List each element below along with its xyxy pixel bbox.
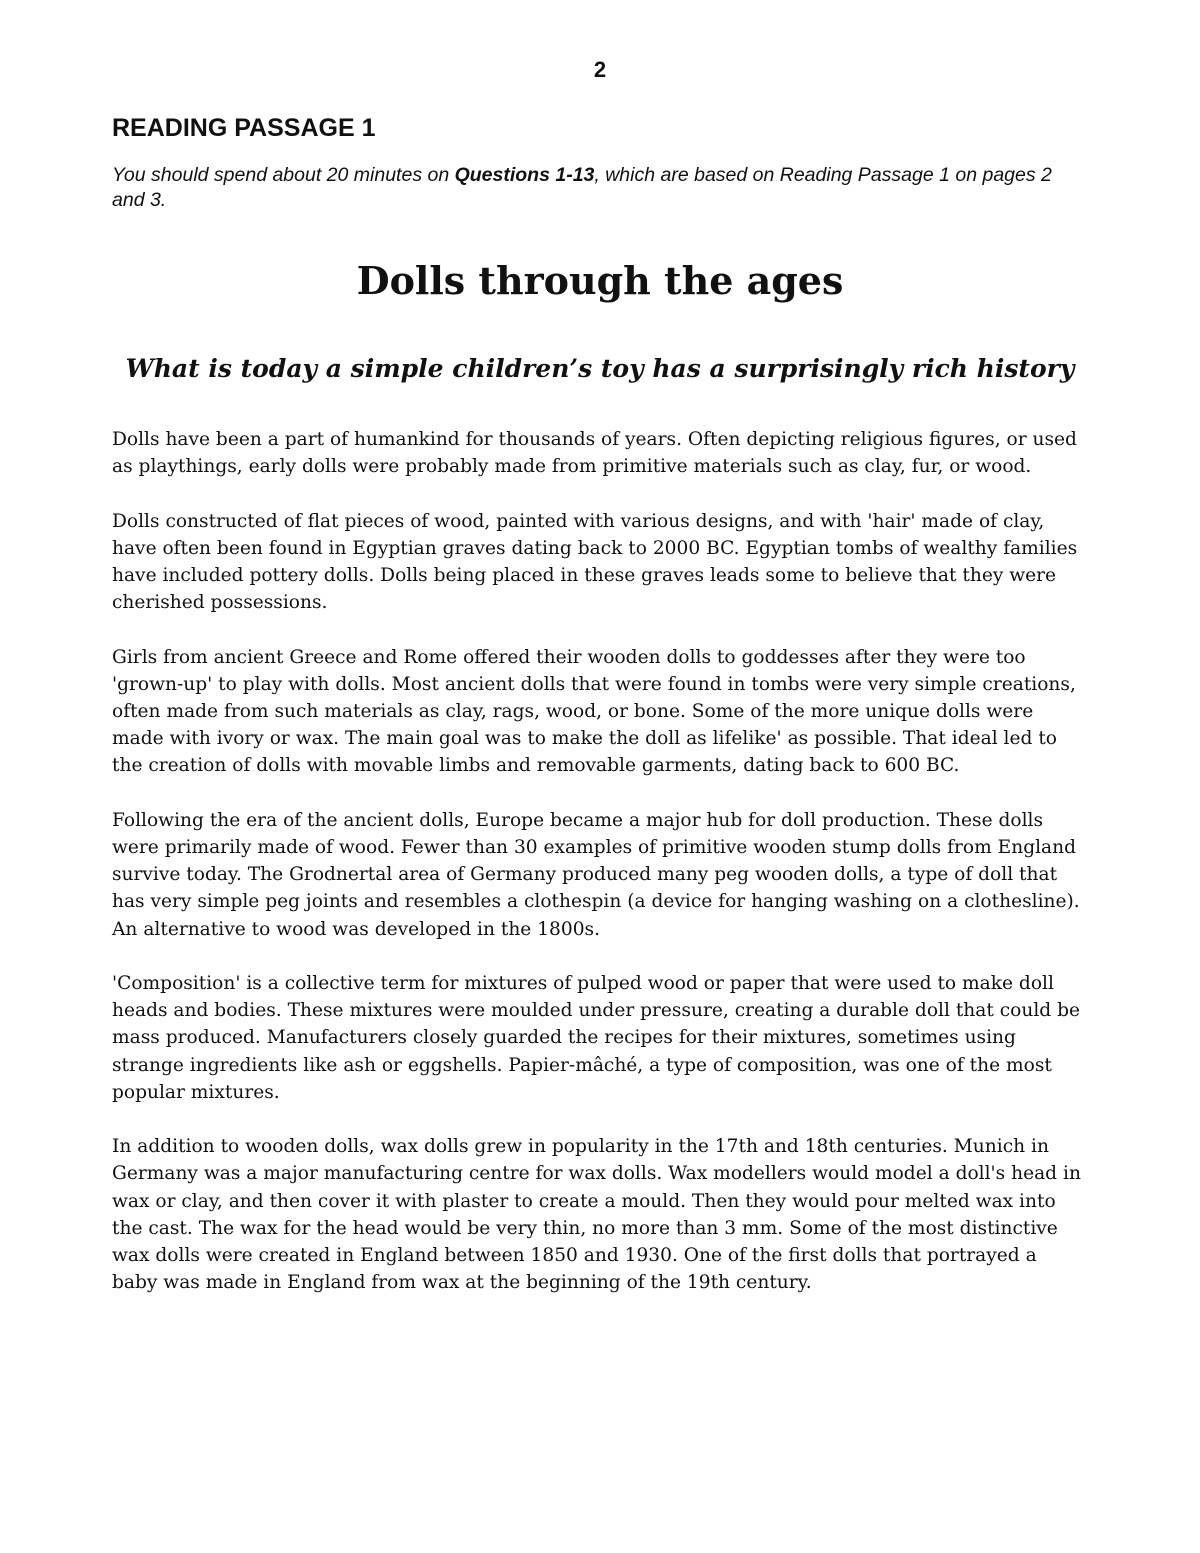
- instructions: [112, 163, 1072, 213]
- section-heading: READING PASSAGE 1: [112, 114, 376, 142]
- passage-paragraph-6: In addition to wooden dolls, wax dolls grew in popularity in the 17th and 18th centuries. Munich in Germany was a major manufacturing centre for wax dolls. Wax modellers would model a doll's head in wax or clay, and then cover it with plaster to create a mould. Then they would pour melted wax into the cast. The wax for the head would be very thin, no more than 3 mm. Some of the most distinctive wax dolls were created in England between 1850 and 1930. One of the first dolls that portrayed a baby was made in England from wax at the beginning of the 19th century.: [112, 1136, 1081, 1294]
- passage-paragraph-1: Dolls have been a part of humankind for thousands of years. Often depicting religious figures, or used as playthings, early dolls were probably made from primitive materials such as clay, fur, or wood.: [112, 429, 1077, 478]
- page-number: 2: [593, 57, 607, 82]
- passage-subtitle: What is today a simple children’s toy has a surprisingly rich history: [125, 354, 1075, 383]
- passage-paragraph-3: Girls from ancient Greece and Rome offered their wooden dolls to goddesses after they were too 'grown-up' to play with dolls. Most ancient dolls that were found in tombs were very simple creations, often made from such materials as clay, rags, wood, or bone. Some of the more unique dolls were made with ivory or wax. The main goal was to make the doll as lifelike' as possible. That ideal led to the creation of dolls with movable limbs and removable garments, dating back to 600 BC.: [112, 646, 1076, 777]
- instructions-questions-range: Questions 1-13: [454, 164, 595, 186]
- instructions-text-after: , which are based on Reading Passage 1 on pages 2 and 3.: [112, 164, 1052, 211]
- passage-paragraph-4: Following the era of the ancient dolls, Europe became a major hub for doll production. These dolls were primarily made of wood. Fewer than 30 examples of primitive wooden stump dolls from England survive today. The Grodnertal area of Germany produced many peg wooden dolls, a type of doll that has very simple peg joints and resembles a clothespin (a device for hanging washing on a clothesline). An alternative to wood was developed in the 1800s.: [112, 809, 1080, 940]
- passage-paragraph-5: 'Composition' is a collective term for mixtures of pulped wood or paper that were used to make doll heads and bodies. These mixtures were moulded under pressure, creating a durable doll that could be mass produced. Manufacturers closely guarded the recipes for their mixtures, sometimes using strange ingredients like ash or eggshells. Papier-mâché, a type of composition, was one of the most popular mixtures.: [112, 973, 1080, 1103]
- passage-title: Dolls through the ages: [356, 258, 844, 303]
- passage-body: [112, 426, 1087, 1324]
- passage-paragraph-2: Dolls constructed of flat pieces of wood, painted with various designs, and with 'hair' made of clay, have often been found in Egyptian graves dating back to 2000 BC. Egyptian tombs of wealthy families have included pottery dolls. Dolls being placed in these graves leads some to believe that they were cherished possessions.: [112, 510, 1078, 614]
- instructions-text-before: You should spend about 20 minutes on: [112, 164, 455, 186]
